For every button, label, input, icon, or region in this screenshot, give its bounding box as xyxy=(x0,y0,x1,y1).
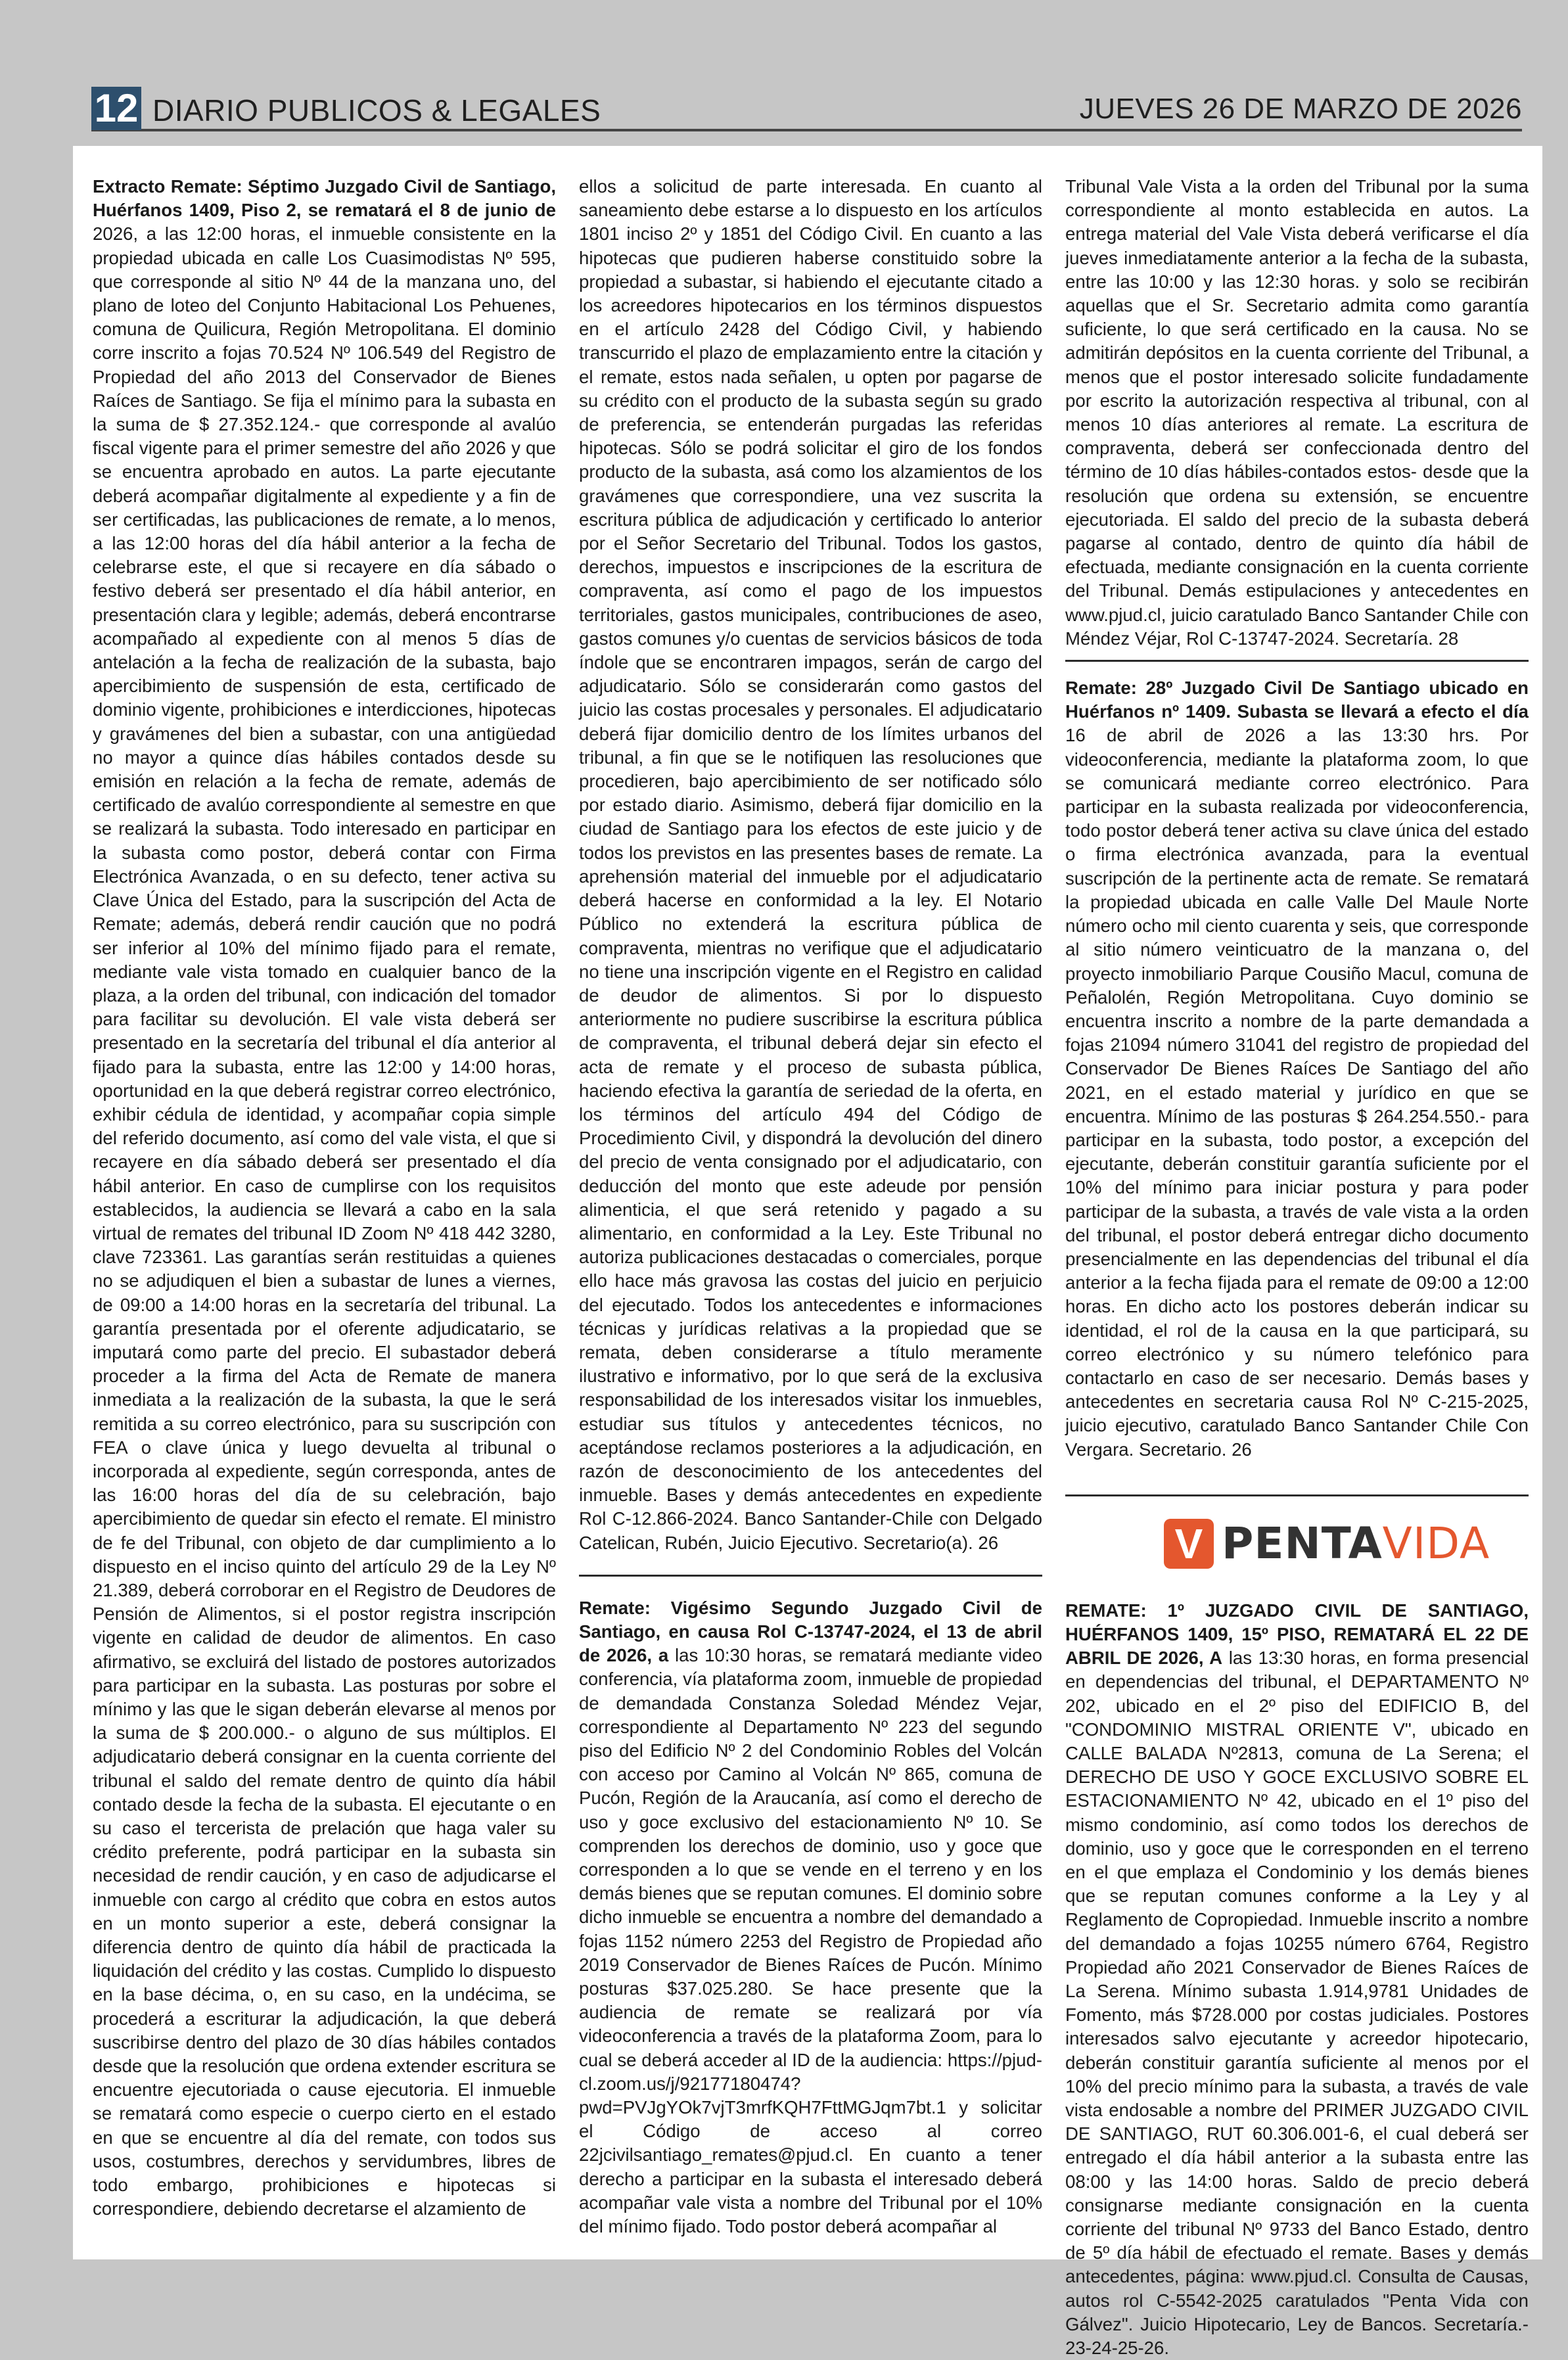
page-body xyxy=(73,146,1542,2359)
notice-vigesimo-segundo-juzgado xyxy=(579,1596,1042,2238)
notice-septimo-juzgado xyxy=(93,175,556,2221)
notice-body: 16 de abril de 2026 a las 13:30 hrs. Por videoconferencia, mediante la plataforma zoom, lo que se comunicará mediante correo electrónico. Para participar en la subasta realizada por videoconferencia, todo postor deberá tener activa su clave única del estado o firma electrónica avanzada, para la eventual suscripción de la pertinente acta de remate. Se rematará la propiedad ubicada en calle Valle Del Maule Norte número ocho mil ciento cuarenta y seis, que corresponde al sitio número veinticuatro de la manzana o, del proyecto inmobiliario Parque Cousiño Macul, comuna de Peñalolén, Región Metropolitana. Cuyo dominio se encuentra inscrito a nombre de la parte demandada a fojas 21094 número 31041 del registro de propiedad del Conservador De Bienes Raíces De Santiago del año 2021, en el estado material y jurídico en que se encuentra. Mínimo de las posturas $ 264.254.550.- para participar en la subasta, todo postor, a excepción del ejecutante, deberán constituir garantía suficiente por el 10% del mínimo para iniciar postura y para poder participar de la subasta, a través de vale vista a la orden del tribunal, el postor deberá entregar dicho documento presencialmente en las dependencias del tribunal el día anterior a la fecha fijada para el remate de 09:00 a 12:00 horas. En dicho acto los postores deberán indicar su identidad, el rol de la causa en la que participará, su correo electrónico y su número telefónico para contactarlo en caso de ser necesario. Demás bases y antecedentes en secretaria causa Rol Nº C-215-2025, juicio ejecutivo, caratulado Banco Santander Chile Con Vergara. Secretario. 26 xyxy=(1065,725,1529,1460)
penta-vida-wordmark xyxy=(1222,1517,1490,1569)
divider xyxy=(1065,660,1529,662)
notice-lead: Remate: 28º Juzgado Civil De Santiago ubicado en Huérfanos nº 1409. Subasta se llevará a efecto el día xyxy=(1065,678,1529,722)
publication-date: JUEVES 26 DE MARZO DE 2026 xyxy=(1079,93,1522,125)
notice-body: las 13:30 horas, en forma presencial en dependencias del tribunal, el DEPARTAMENTO Nº 202, ubicado en el 2º piso del EDIFICIO B, del "CONDOMINIO MISTRAL ORIENTE V", ubicado en CALLE BALADA Nº2813, comuna de La Serena; el DERECHO DE USO Y GOCE EXCLUSIVO SOBRE EL ESTACIONAMIENTO Nº 42, ubicado en el 1º piso del mismo condominio, así como todos los derechos de dominio, uso y goce que le corresponden en el terreno en el que emplaza el Condominio y los demás bienes que se reputan comunes conforme a la Ley y al Reglamento de Copropiedad. Inmueble inscrito a nombre del demandado a fojas 10255 número 6764, Registro Propiedad año 2021 Conservador de Bienes Raíces de La Serena. Mínimo subasta 1.914,9781 Unidades de Fomento, más $728.000 por costas judiciales. Postores interesados salvo ejecutante y acreedor hipotecario, deberán constituir garantía suficiente al menos por el 10% del precio mínimo para la subasta, a través de vale vista endosable a nombre del PRIMER JUZGADO CIVIL DE SANTIAGO, RUT 60.306.001-6, el cual deberá ser entregado el día hábil anterior a la subasta entre las 08:00 y las 14:00 horas. Saldo de precio deberá consignarse mediante consignación en la cuenta corriente del tribunal Nº 9733 del Banco Estado, dentro de 5º día hábil de efectuado el remate. Bases y demás antecedentes, página: www.pjud.cl. Consulta de Causas, autos rol C-5542-2025 caratulados "Penta Vida con Gálvez". Juicio Hipotecario, Ley de Bancos. Secretaría.- 23-24-25-26. xyxy=(1065,1648,1529,2359)
notice-lead: Remate: Vigésimo Segundo Juzgado Civil de Santiago, en causa Rol C-13747-2024, el 13 de abril de 2026, a xyxy=(579,1597,1042,1666)
divider xyxy=(579,1575,1042,1577)
column-2 xyxy=(579,175,1042,2238)
notice-lead: REMATE: 1º JUZGADO CIVIL DE SANTIAGO, HUÉRFANOS 1409, 15º PISO, REMATARÁ EL 22 DE ABRIL DE 2026, A xyxy=(1065,1600,1529,1669)
notice-1-juzgado xyxy=(1065,1599,1529,2360)
publication-name: DIARIO PUBLICOS & LEGALES xyxy=(152,93,601,127)
penta-vida-ad xyxy=(1065,1494,1529,1582)
brand-vida: VIDA xyxy=(1382,1517,1490,1569)
notice-body: 2026, a las 12:00 horas, el inmueble consistente en la propiedad ubicada en calle Los Cuasimodistas Nº 595, que corresponde al sitio Nº 44 de la manzana uno, del plano de loteo del Conjunto Habitacional Los Pehuenes, comuna de Quilicura, Región Metropolitana. El dominio corre inscrito a fojas 70.524 Nº 106.549 del Registro de Propiedad del año 2013 del Conservador de Bienes Raíces de Santiago. Se fija el mínimo para la subasta en la suma de $ 27.352.124.- que corresponde al avalúo fiscal vigente para el primer semestre del año 2026 y que se encuentra aprobado en autos. La parte ejecutante deberá acompañar digitalmente al expediente y a fin de ser certificadas, las publicaciones de remate, a lo menos, a las 12:00 horas del día hábil anterior a la fecha de celebrarse este, el que si recayere en día sábado o festivo deberá ser presentado el día hábil anterior, en presentación clara y legible; además, deberá encontrarse acompañado al expediente con al menos 5 días de antelación a la fecha de realización de la subasta, bajo apercibimiento de suspensión de esta, certificado de dominio vigente, prohibiciones e interdicciones, hipotecas y gravámenes del bien a subastar, con una antigüedad no mayor a quince días hábiles contados desde su emisión en relación a la fecha de remate, además de certificado de avalúo correspondiente al semestre en que se realizará la subasta. Todo interesado en participar en la subasta como postor, deberá contar con Firma Electrónica Avanzada, o en su defecto, tener activa su Clave Única del Estado, para la suscripción del Acta de Remate; además, deberá rendir caución que no podrá ser inferior al 10% del mínimo fijado para el remate, mediante vale vista tomado en cualquier banco de la plaza, a la orden del tribunal, con indicación del tomador para facilitar su devolución. El vale vista deberá ser presentado en la secretaría del tribunal el día anterior al fijado para la subasta, entre las 12:00 y 14:00 horas, oportunidad en la que deberá registrar correo electrónico, exhibir cédula de identidad, y acompañar copia simple del referido documento, así como del vale vista, el que si recayere en día sábado deberá ser presentado el día hábil anterior. En caso de cumplirse con los requisitos establecidos, la audiencia se llevará a cabo en la sala virtual de remates del tribunal ID Zoom Nº 418 442 3280, clave 723361. Las garantías serán restituidas a quienes no se adjudiquen el bien a subastar de lunes a viernes, de 09:00 a 14:00 horas en la secretaría del tribunal. La garantía presentada por el oferente adjudicatario, se imputará como parte del precio. El subastador deberá proceder a la firma del Acta de Remate de manera inmediata a la realización de la subasta, la que le será remitida a su correo electrónico, para su suscripción con FEA o clave única y luego devuelta al tribunal o incorporada al expediente, según corresponda, antes de las 16:00 horas del día de su celebración, bajo apercibimiento de quedar sin efecto el remate. El ministro de fe del Tribunal, con objeto de dar cumplimiento a lo dispuesto en el inciso quinto del artículo 29 de la Ley Nº 21.389, deberá corroborar en el Registro de Deudores de Pensión de Alimentos, si el postor registra inscripción vigente en calidad de deudor de alimentos. En caso afirmativo, se excluirá del listado de postores autorizados para participar en la subasta. Las posturas por sobre el mínimo y las que le sigan deberán elevarse al menos por la suma de $ 200.000.- o alguno de sus múltiplos. El adjudicatario deberá consignar en la cuenta corriente del tribunal el saldo del remate dentro de quinto día hábil contado desde la fecha de la subasta. El ejecutante o en su caso el tercerista de prelación que haga valer su crédito preferente, podrá participar en la subasta sin necesidad de rendir caución, y en caso de adjudicarse el inmueble con cargo al crédito que cobra en estos autos en un monto superior a este, deberá consignar la diferencia dentro de quinto día hábil de practicada la liquidación del crédito y las costas. Cumplido lo dispuesto en la base décima, o, en su caso, en la undécima, se procederá a escriturar la adjudicación, la que deberá suscribirse dentro del plazo de 30 días hábiles contados desde que la resolución que ordena extender escritura se encuentre ejecutoriada o cause ejecutoria. El inmueble se rematará como especie o cuerpo cierto en el estado en que se encuentre al día del remate, con todos sus usos, costumbres, derechos y servidumbres, libres de todo embargo, prohibiciones e hipotecas si correspondiere, debiendo decretarse el alzamiento de xyxy=(93,223,556,2219)
notice-body-continued: Tribunal Vale Vista a la orden del Tribunal por la suma correspondiente al monto establecida en autos. La entrega material del Vale Vista deberá verificarse el día jueves inmediatamente anterior a la fecha de la subasta, entre las 10:00 y las 12:30 horas. y solo se recibirán aquellas que el Sr. Secretario admita como garantía suficiente, lo que será certificado en la causa. No se admitirán depósitos en la cuenta corriente del Tribunal, a menos que el postor interesado solicite fundadamente por escrito la autorización respectiva al tribunal, con al menos 10 días anteriores al remate. La escritura de compraventa, deberá ser confeccionada dentro del término de 10 días hábiles-contados estos- desde que la resolución que ordena su extensión, se encuentre ejecutoriada. El saldo del precio de la subasta deberá pagarse al contado, dentro de quinto día hábil de efectuada, mediante consignación en la cuenta corriente del Tribunal. Demás estipulaciones y antecedentes en www.pjud.cl, juicio caratulado Banco Santander Chile con Méndez Véjar, Rol C-13747-2024. Secretaría. 28 xyxy=(1065,176,1529,649)
notice-vigesimo-segundo-juzgado-cont xyxy=(1065,175,1529,651)
penta-vida-logo-icon: V xyxy=(1164,1519,1214,1569)
column-3 xyxy=(1065,175,1529,2360)
notice-lead: Extracto Remate: Séptimo Juzgado Civil de Santiago, Huérfanos 1409, Piso 2, se rematará el 8 de junio de xyxy=(93,176,556,221)
page-header xyxy=(91,79,1522,131)
notice-body: las 10:30 horas, se rematará mediante video conferencia, vía plataforma zoom, inmueble de propiedad de demandada Constanza Soledad Méndez Vejar, correspondiente al Departamento Nº 223 del segundo piso del Edificio Nº 2 del Condominio Robles del Volcán con acceso por Camino al Volcán Nº 865, comuna de Pucón, Región de la Araucanía, así como el derecho de uso y goce exclusivo del estacionamiento Nº 10. Se comprenden los derechos de dominio, uso y goce que corresponden a lo que se vende en el terreno y en los demás bienes que se reputan comunes. El dominio sobre dicho inmueble se encuentra a nombre del demandado a fojas 1152 número 2253 del Registro de Propiedad año 2019 Conservador de Bienes Raíces de Pucón. Mínimo posturas $37.025.280. Se hace presente que la audiencia de remate se realizará por vía videoconferencia a través de la plataforma Zoom, para lo cual se deberá acceder al ID de la audiencia: https://pjud-cl.zoom.us/j/92177180474?pwd=PVJgYOk7vjT3mrfKQH7FttMGJqm7bt.1 y solicitar el Código de acceso al correo 22jcivilsantiago_remates@pjud.cl. En cuanto a tener derecho a participar en la subasta el interesado deberá acompañar vale vista a nombre del Tribunal por el 10% del mínimo fijado. Todo postor deberá acompañar al xyxy=(579,1645,1042,2237)
notice-28-juzgado xyxy=(1065,676,1529,1462)
notice-septimo-juzgado-cont xyxy=(579,175,1042,1555)
brand-penta: PENTA xyxy=(1222,1517,1383,1569)
column-1 xyxy=(93,175,556,2221)
notice-body-continued: ellos a solicitud de parte interesada. En cuanto al saneamiento debe estarse a lo dispuesto en los artículos 1801 inciso 2º y 1851 del Código Civil. En cuanto a las hipotecas que pudieren haberse constituido sobre la propiedad a subastar, si habiendo el ejecutante citado a los acreedores hipotecarios en los términos dispuestos en el artículo 2428 del Código Civil, y habiendo transcurrido el plazo de emplazamiento entre la citación y el remate, estos nada señalen, u opten por pagarse de su crédito con el producto de la subasta según su grado de preferencia, se entenderán purgadas las referidas hipotecas. Sólo se podrá solicitar el giro de los fondos producto de la subasta, asá como los alzamientos de los gravámenes que correspondiere, una vez suscrita la escritura pública de adjudicación y certificado lo anterior por el Señor Secretario del Tribunal. Todos los gastos, derechos, impuestos e inscripciones de la escritura de compraventa, así como el pago de los impuestos territoriales, gastos municipales, contribuciones de aseo, gastos comunes y/o cuentas de servicios básicos de toda índole que se encontraren impagos, serán de cargo del adjudicatario. Sólo se considerarán como gastos del juicio las costas procesales y personales. El adjudicatario deberá fijar domicilio dentro de los límites urbanos del tribunal, a fin que se le notifiquen las resoluciones que procedieren, bajo apercibimiento de ser notificado sólo por estado diario. Asimismo, deberá fijar domicilio en la ciudad de Santiago para los efectos de este juicio y de todos los previstos en las presentes bases de remate. La aprehensión material del inmueble por el adjudicatario deberá hacerse en conformidad a la ley. El Notario Público no extenderá la escritura pública de compraventa, mientras no verifique que el adjudicatario no tiene una inscripción vigente en el Registro en calidad de deudor de alimentos. Si por lo dispuesto anteriormente no pudiere suscribirse la escritura pública de compraventa, el tribunal deberá dejar sin efecto el acta de remate y el proceso de subasta pública, haciendo efectiva la garantía de seriedad de la oferta, en los términos del artículo 494 del Código de Procedimiento Civil, y dispondrá la devolución del dinero del precio de venta consignado por el adjudicatario, con deducción del monto que este adeude por pensión alimenticia, el que será retenido y pagado a su alimentario, en conformidad a la Ley. Este Tribunal no autoriza publicaciones destacadas o comerciales, porque ello hace más gravosa las costas del juicio en perjuicio del ejecutado. Todos los antecedentes e informaciones técnicas y jurídicas relativas a la propiedad que se remata, deben considerarse a título meramente ilustrativo e informativo, por lo que será de la exclusiva responsabilidad de los interesados visitar los inmuebles, estudiar sus títulos y antecedentes técnicos, no aceptándose reclamos posteriores a la adjudicación, en razón de desconocimiento de los antecedentes del inmueble. Bases y demás antecedentes en expediente Rol C-12.866-2024. Banco Santander-Chile con Delgado Catelican, Rubén, Juicio Ejecutivo. Secretario(a). 26 xyxy=(579,176,1042,1553)
page-number: 12 xyxy=(91,87,141,130)
penta-vida-logo xyxy=(1164,1517,1490,1570)
